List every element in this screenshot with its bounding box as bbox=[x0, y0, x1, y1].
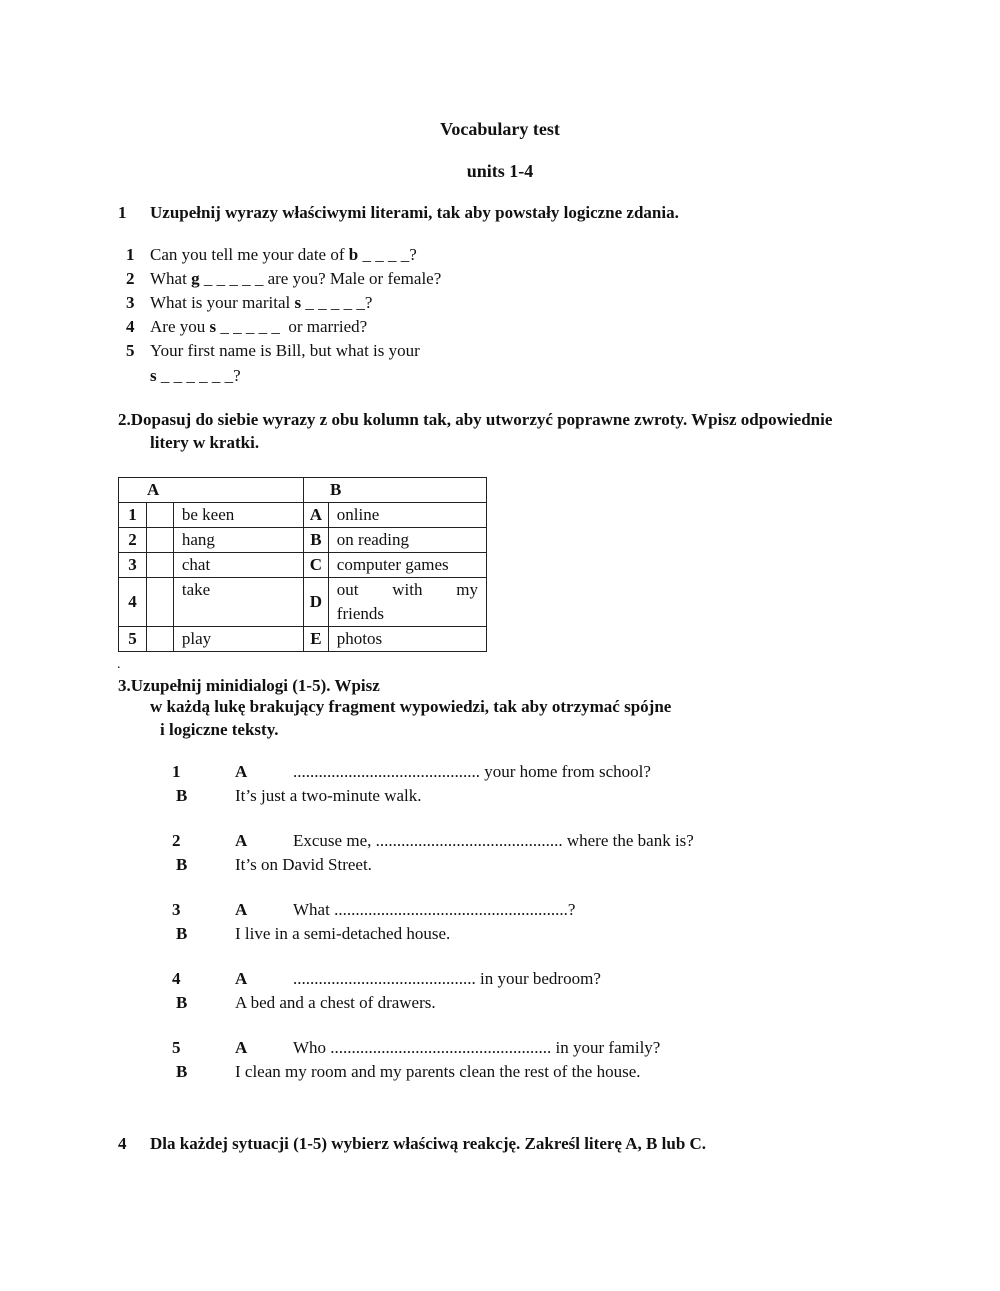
ex1-item-num: 4 bbox=[126, 317, 135, 336]
ex1-item-num: 3 bbox=[126, 293, 135, 312]
word-b: online bbox=[328, 503, 486, 528]
speaker-b: B bbox=[176, 924, 188, 943]
line-a: ............................................ your home from school? bbox=[293, 762, 651, 781]
answer-box[interactable] bbox=[146, 627, 173, 652]
letter-b: D bbox=[304, 578, 329, 627]
ex1-item-num: 5 bbox=[126, 341, 135, 360]
ex1-item-text: What bbox=[150, 269, 192, 288]
dialog-number: 3 bbox=[172, 900, 181, 919]
ex1-item-text: What is your marital bbox=[150, 293, 295, 312]
table-header-row bbox=[119, 478, 487, 503]
line-a: Who .................................................... in your family? bbox=[293, 1038, 661, 1057]
ex1-item-continuation bbox=[150, 364, 241, 388]
ex1-item bbox=[150, 243, 417, 267]
word-b-line bbox=[337, 578, 478, 602]
table-row bbox=[119, 553, 487, 578]
table-row bbox=[119, 528, 487, 553]
line-b: I clean my room and my parents clean the rest of the house. bbox=[235, 1062, 641, 1081]
ex1-item-text: Your first name is Bill, but what is your bbox=[150, 341, 420, 360]
ex1-item-letter: s bbox=[150, 366, 157, 385]
dialog-number: 5 bbox=[172, 1038, 181, 1057]
table-row bbox=[119, 627, 487, 652]
ex4-number: 4 bbox=[118, 1134, 127, 1153]
line-b: It’s just a two-minute walk. bbox=[235, 786, 422, 805]
ex3-instruction-cont: i logiczne teksty. bbox=[160, 720, 279, 739]
word-a: chat bbox=[173, 553, 303, 578]
row-number: 5 bbox=[119, 627, 147, 652]
ex1-item-gap: _ _ _ _ _ are you? Male or female? bbox=[199, 269, 442, 288]
table-row bbox=[119, 503, 487, 528]
answer-box[interactable] bbox=[146, 528, 173, 553]
ex4-instruction: Dla każdej sytuacji (1-5) wybierz właściwą reakcję. Zakreśl literę A, B lub C. bbox=[150, 1134, 707, 1153]
ex1-item-num: 2 bbox=[126, 269, 135, 288]
ex2-instruction: 2.Dopasuj do siebie wyrazy z obu kolumn tak, aby utworzyć poprawne zwroty. Wpisz odpowiednie bbox=[118, 410, 833, 429]
line-a: ........................................... in your bedroom? bbox=[293, 969, 601, 988]
dialog-number: 2 bbox=[172, 831, 181, 850]
word-a: be keen bbox=[173, 503, 303, 528]
ex1-item-text: Can you tell me your date of bbox=[150, 245, 349, 264]
letter-b: C bbox=[304, 553, 329, 578]
word-b-part: my bbox=[456, 580, 478, 599]
word-b-part: with bbox=[392, 580, 423, 599]
word-b: on reading bbox=[328, 528, 486, 553]
dialog-number: 4 bbox=[172, 969, 181, 988]
ex1-item bbox=[150, 291, 372, 315]
line-a: Excuse me, ............................................ where the bank is? bbox=[293, 831, 694, 850]
letter-b: E bbox=[304, 627, 329, 652]
word-a: take bbox=[173, 578, 303, 627]
ex1-item-letter: s bbox=[209, 317, 217, 336]
ex1-item-gap: _ _ _ _? bbox=[358, 245, 417, 264]
speaker-a: A bbox=[235, 1038, 248, 1057]
speaker-a: A bbox=[235, 900, 248, 919]
page-subtitle: units 1-4 bbox=[466, 161, 534, 181]
ex1-item-letter: g bbox=[191, 269, 200, 288]
dialog-number: 1 bbox=[172, 762, 181, 781]
table-row bbox=[119, 578, 487, 627]
word-b-part: out bbox=[336, 580, 359, 599]
column-b-header: B bbox=[304, 478, 487, 503]
ex1-item-num: 1 bbox=[126, 245, 135, 264]
matching-table bbox=[118, 477, 487, 652]
speaker-b: B bbox=[176, 786, 188, 805]
line-b: I live in a semi-detached house. bbox=[235, 924, 451, 943]
ex1-item bbox=[150, 267, 441, 291]
word-b bbox=[328, 578, 486, 627]
ex3-instruction-cont: w każdą lukę brakujący fragment wypowiedzi, tak aby otrzymać spójne bbox=[150, 697, 672, 716]
word-b: photos bbox=[328, 627, 486, 652]
ex2-instruction-cont: litery w kratki. bbox=[150, 433, 260, 452]
row-number: 2 bbox=[119, 528, 147, 553]
word-a: play bbox=[173, 627, 303, 652]
stray-dot: . bbox=[117, 657, 121, 672]
row-number: 3 bbox=[119, 553, 147, 578]
ex1-item-text: Are you bbox=[150, 317, 210, 336]
ex1-item-gap: _ _ _ _ _ or married? bbox=[216, 317, 368, 336]
ex1-item-gap: _ _ _ _ _? bbox=[301, 293, 373, 312]
ex1-item bbox=[150, 315, 367, 339]
speaker-a: A bbox=[235, 831, 248, 850]
answer-box[interactable] bbox=[146, 503, 173, 528]
ex3-instruction: 3.Uzupełnij minidialogi (1-5). Wpisz bbox=[118, 676, 380, 695]
ex1-item bbox=[150, 339, 420, 363]
line-b: It’s on David Street. bbox=[235, 855, 372, 874]
ex1-instruction: Uzupełnij wyrazy właściwymi literami, tak aby powstały logiczne zdania. bbox=[150, 203, 679, 222]
speaker-b: B bbox=[176, 855, 188, 874]
answer-box[interactable] bbox=[146, 553, 173, 578]
page-title: Vocabulary test bbox=[440, 119, 560, 139]
speaker-a: A bbox=[235, 762, 248, 781]
ex1-item-letter: b bbox=[348, 245, 359, 264]
speaker-a: A bbox=[235, 969, 248, 988]
speaker-b: B bbox=[176, 1062, 188, 1081]
letter-b: A bbox=[304, 503, 329, 528]
ex1-item-letter: s bbox=[294, 293, 302, 312]
word-b: computer games bbox=[328, 553, 486, 578]
speaker-b: B bbox=[176, 993, 188, 1012]
row-number: 1 bbox=[119, 503, 147, 528]
letter-b: B bbox=[304, 528, 329, 553]
answer-box[interactable] bbox=[146, 578, 173, 627]
line-b: A bed and a chest of drawers. bbox=[235, 993, 436, 1012]
word-a: hang bbox=[173, 528, 303, 553]
row-number: 4 bbox=[119, 578, 147, 627]
line-a: What .......................................................? bbox=[293, 900, 576, 919]
word-b-line: friends bbox=[336, 604, 384, 623]
ex1-item-gap: _ _ _ _ _ _? bbox=[156, 366, 241, 385]
ex1-number: 1 bbox=[118, 203, 127, 222]
column-a-header: A bbox=[119, 478, 304, 503]
